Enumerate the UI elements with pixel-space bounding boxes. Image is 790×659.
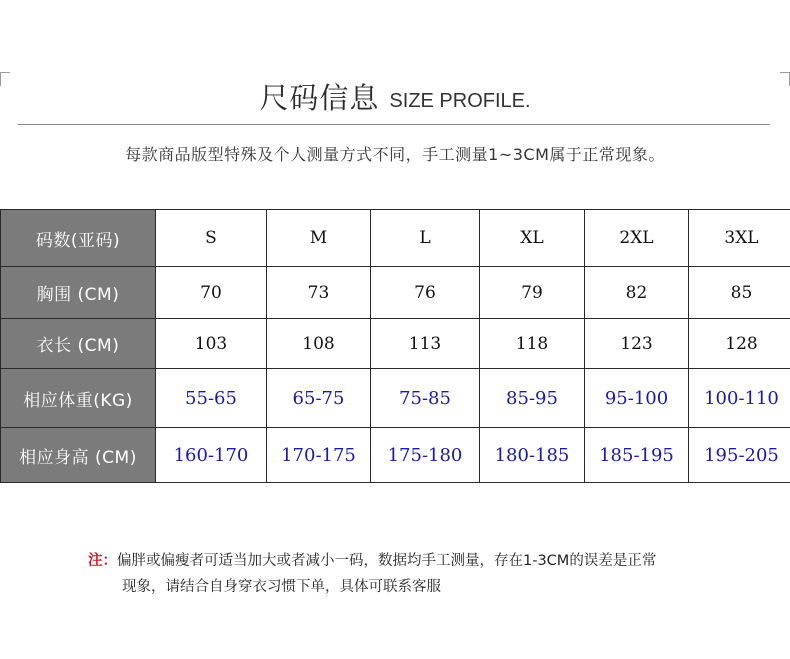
table-cell: 3XL bbox=[689, 210, 790, 267]
row-header: 相应体重(KG) bbox=[1, 369, 156, 428]
note-line-2: 现象，请结合自身穿衣习惯下单，具体可联系客服 bbox=[122, 579, 441, 595]
table-cell: 2XL bbox=[585, 210, 689, 267]
title-row bbox=[0, 74, 790, 116]
table-cell: 76 bbox=[371, 267, 480, 319]
subtitle: 每款商品版型特殊及个人测量方式不同，手工测量1~3CM属于正常现象。 bbox=[125, 145, 665, 164]
table-cell: 75-85 bbox=[371, 369, 480, 428]
table-cell: XL bbox=[480, 210, 585, 267]
table-cell: 113 bbox=[371, 319, 480, 369]
table-cell: 100-110 bbox=[689, 369, 790, 428]
table-row bbox=[1, 428, 790, 483]
table-cell: 118 bbox=[480, 319, 585, 369]
table-cell: 79 bbox=[480, 267, 585, 319]
page-title: 尺码信息 bbox=[259, 81, 380, 115]
size-table bbox=[0, 209, 790, 483]
table-cell: L bbox=[371, 210, 480, 267]
note bbox=[88, 548, 768, 600]
table-cell: 128 bbox=[689, 319, 790, 369]
table-cell: 123 bbox=[585, 319, 689, 369]
table-cell: 85-95 bbox=[480, 369, 585, 428]
table-cell: 55-65 bbox=[156, 369, 267, 428]
title-divider bbox=[18, 124, 770, 125]
table-cell: M bbox=[267, 210, 371, 267]
note-label: 注： bbox=[88, 553, 117, 569]
table-row bbox=[1, 369, 790, 428]
note-line-1: 偏胖或偏瘦者可适当加大或者减小一码，数据均手工测量，存在1-3CM的误差是正常 bbox=[117, 553, 657, 569]
row-header: 胸围 (CM) bbox=[1, 267, 156, 319]
table-row bbox=[1, 319, 790, 369]
table-cell: 73 bbox=[267, 267, 371, 319]
table-cell: 65-75 bbox=[267, 369, 371, 428]
table-cell: 160-170 bbox=[156, 428, 267, 483]
table-cell: S bbox=[156, 210, 267, 267]
table-cell: 95-100 bbox=[585, 369, 689, 428]
table-cell: 85 bbox=[689, 267, 790, 319]
table-cell: 108 bbox=[267, 319, 371, 369]
table-cell: 82 bbox=[585, 267, 689, 319]
table-row bbox=[1, 267, 790, 319]
table-cell: 70 bbox=[156, 267, 267, 319]
table-cell: 175-180 bbox=[371, 428, 480, 483]
table-cell: 195-205 bbox=[689, 428, 790, 483]
table-row bbox=[1, 210, 790, 267]
page-title-english: SIZE PROFILE. bbox=[389, 90, 531, 112]
row-header: 码数(亚码) bbox=[1, 210, 156, 267]
table-cell: 170-175 bbox=[267, 428, 371, 483]
table-cell: 185-195 bbox=[585, 428, 689, 483]
table-cell: 103 bbox=[156, 319, 267, 369]
row-header: 衣长 (CM) bbox=[1, 319, 156, 369]
row-header: 相应身高 (CM) bbox=[1, 428, 156, 483]
table-cell: 180-185 bbox=[480, 428, 585, 483]
